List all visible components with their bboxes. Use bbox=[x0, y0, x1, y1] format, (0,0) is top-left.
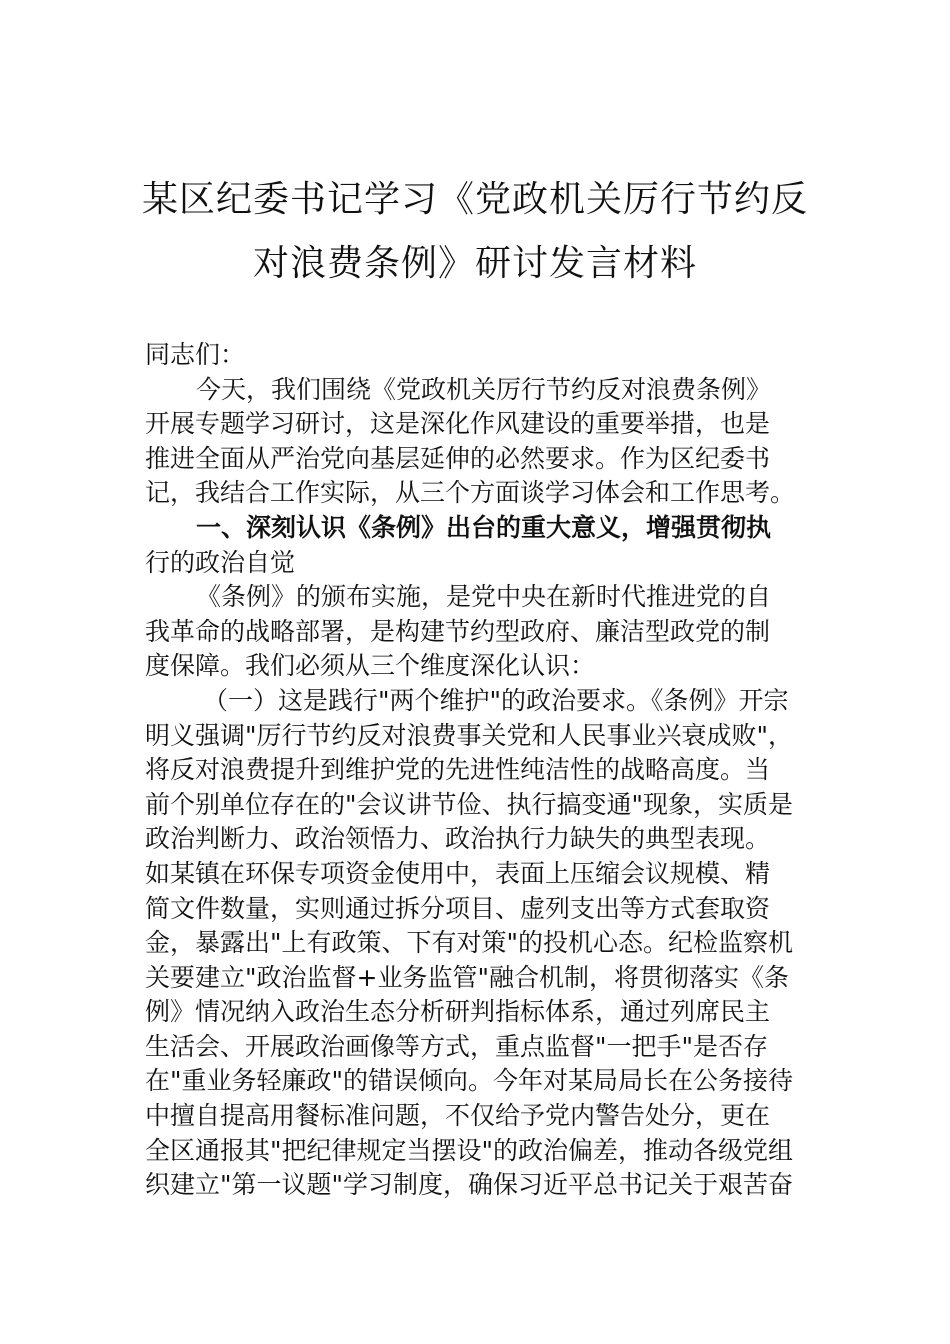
body-line: 政治判断力、政治领悟力、政治执行力缺失的典型表现。 bbox=[145, 824, 771, 854]
subsection-line: （一）这是践行"两个维护"的政治要求。《条例》开宗 bbox=[203, 685, 789, 715]
body-line: 记，我结合工作实际，从三个方面谈学习体会和工作思考。 bbox=[145, 478, 796, 508]
body-line: 将反对浪费提升到维护党的先进性纯洁性的战略高度。当 bbox=[145, 755, 771, 785]
document-body bbox=[145, 338, 809, 1203]
body-line: 推进全面从严治党向基层延伸的必然要求。作为区纪委书 bbox=[145, 443, 771, 473]
body-line: 例》情况纳入政治生态分析研判指标体系，通过列席民主 bbox=[145, 997, 771, 1027]
title-line-2: 对浪费条例》研讨发言材料 bbox=[252, 243, 697, 284]
body-line: 全区通报其"把纪律规定当摆设"的政治偏差，推动各级党组 bbox=[145, 1135, 794, 1165]
section-heading-line: 一、深刻认识《条例》出台的重大意义，增强贯彻执 bbox=[196, 512, 772, 542]
body-line: 在"重业务轻廉政"的错误倾向。今年对某局局长在公务接待 bbox=[145, 1066, 794, 1096]
body-line: 简文件数量，实则通过拆分项目、虚列支出等方式套取资 bbox=[145, 893, 771, 923]
body-line: 金，暴露出"上有政策、下有对策"的投机心态。纪检监察机 bbox=[145, 928, 794, 958]
body-line: 如某镇在环保专项资金使用中，表面上压缩会议规模、精 bbox=[145, 858, 771, 888]
section-heading-line: 行的政治自觉 bbox=[145, 547, 296, 577]
title-line-1: 某区纪委书记学习《党政机关厉行节约反 bbox=[141, 179, 808, 220]
body-line: 我革命的战略部署，是构建节约型政府、廉洁型政党的制 bbox=[145, 616, 771, 646]
salutation: 同志们： bbox=[145, 340, 246, 369]
body-line: 中擅自提高用餐标准问题，不仅给予党内警告处分，更在 bbox=[145, 1101, 771, 1131]
body-line: 前个别单位存在的"会议讲节俭、执行搞变通"现象，实质是 bbox=[145, 789, 794, 819]
body-line: 织建立"第一议题"学习制度，确保习近平总书记关于艰苦奋 bbox=[145, 1170, 794, 1200]
body-line: 明义强调"厉行节约反对浪费事关党和人民事业兴衰成败"， bbox=[145, 720, 794, 750]
body-line: 今天，我们围绕《党政机关厉行节约反对浪费条例》 bbox=[196, 374, 772, 404]
document-title bbox=[120, 168, 830, 296]
body-line: 《条例》的颁布实施，是党中央在新时代推进党的自 bbox=[196, 582, 772, 612]
body-line: 开展专题学习研讨，这是深化作风建设的重要举措，也是 bbox=[145, 409, 771, 439]
body-line: 关要建立"政治监督+业务监管"融合机制，将贯彻落实《条 bbox=[145, 962, 789, 992]
body-line: 度保障。我们必须从三个维度深化认识： bbox=[145, 651, 596, 681]
body-line: 生活会、开展政治画像等方式，重点监督"一把手"是否存 bbox=[145, 1031, 769, 1061]
